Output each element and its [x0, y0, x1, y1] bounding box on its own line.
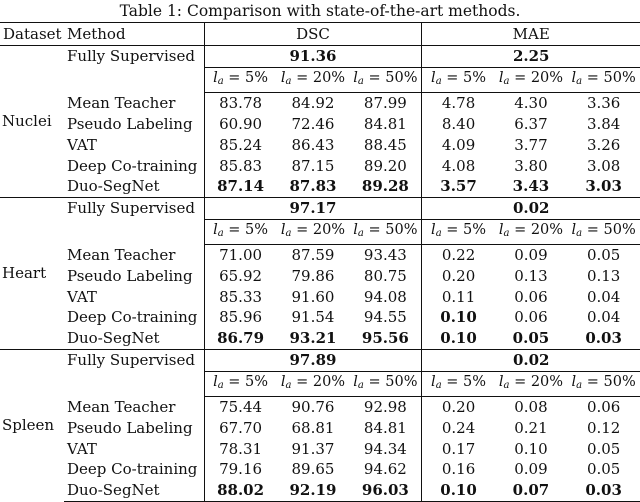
la-subscript: a	[357, 379, 364, 391]
method-name: VAT	[67, 287, 97, 306]
mae-value: 0.11	[422, 287, 495, 308]
dsc-value: 83.78	[204, 93, 277, 114]
method-name: Pseudo Labeling	[67, 115, 193, 134]
method-name: VAT	[67, 439, 97, 458]
mae-value: 4.78	[422, 93, 495, 114]
table-row	[0, 176, 640, 197]
table-row	[0, 245, 640, 266]
la-ratio-label	[422, 67, 495, 93]
table-row	[0, 328, 640, 349]
mae-value: 3.77	[514, 135, 548, 154]
method-name: Deep Co-training	[67, 460, 198, 479]
method-name: Deep Co-training	[67, 308, 198, 327]
la-subscript: a	[217, 227, 224, 239]
header-mae: MAE	[422, 23, 640, 46]
la-subscript: a	[217, 379, 224, 391]
la-ratio-label	[567, 371, 640, 397]
mae-value: 0.07	[495, 480, 568, 501]
fully-mae-value: 0.02	[422, 349, 640, 371]
table-row	[0, 114, 640, 135]
method-name: Mean Teacher	[67, 94, 176, 113]
dsc-value: 87.14	[204, 176, 277, 197]
dsc-value: 94.08	[363, 287, 407, 306]
mae-value: 0.10	[422, 480, 495, 501]
label-ratio-row	[0, 219, 640, 245]
dsc-value: 94.34	[363, 439, 407, 458]
empty-cell	[64, 219, 204, 245]
la-ratio-value: = 5%	[228, 373, 269, 390]
method-name: Fully Supervised	[64, 349, 204, 371]
table-row	[0, 459, 640, 480]
dsc-value: 91.37	[291, 439, 335, 458]
mae-value: 0.13	[586, 267, 621, 286]
header-method: Method	[64, 23, 204, 46]
la-symbol: l	[280, 373, 286, 390]
la-ratio-value: = 50%	[368, 69, 418, 86]
mae-value: 8.40	[422, 114, 495, 135]
fully-supervised-row	[0, 197, 640, 219]
mae-value: 0.13	[514, 267, 548, 286]
table-row	[0, 93, 640, 114]
dsc-value: 91.54	[291, 308, 335, 327]
la-ratio-value: = 50%	[368, 373, 418, 390]
la-ratio-label	[204, 67, 277, 93]
la-ratio-label	[422, 371, 495, 397]
dsc-value: 94.55	[363, 308, 407, 327]
fully-dsc-value: 97.89	[204, 349, 422, 371]
la-ratio-label	[495, 371, 568, 397]
dsc-value: 90.76	[291, 398, 335, 417]
la-ratio-value: = 20%	[514, 221, 564, 238]
table-row	[0, 135, 640, 156]
la-symbol: l	[498, 373, 504, 390]
mae-value: 0.03	[585, 329, 622, 348]
la-ratio-value: = 5%	[228, 221, 269, 238]
mae-value: 0.10	[514, 439, 548, 458]
la-ratio-label	[349, 219, 422, 245]
dsc-value: 85.24	[204, 135, 277, 156]
table-row	[0, 439, 640, 460]
dsc-value: 88.02	[204, 480, 277, 501]
dsc-value: 88.45	[363, 135, 407, 154]
la-symbol: l	[498, 69, 504, 86]
mae-value: 0.22	[422, 245, 495, 266]
dsc-value: 71.00	[204, 245, 277, 266]
la-ratio-value: = 50%	[586, 221, 636, 238]
fully-supervised-row	[0, 349, 640, 371]
dsc-value: 93.21	[289, 329, 337, 348]
la-symbol: l	[431, 69, 436, 86]
la-subscript: a	[217, 75, 224, 87]
dsc-value: 80.75	[363, 267, 407, 286]
dsc-value: 85.33	[204, 287, 277, 308]
fully-mae-value: 2.25	[422, 46, 640, 68]
la-ratio-value: = 20%	[514, 373, 564, 390]
la-subscript: a	[503, 379, 510, 391]
la-symbol: l	[498, 221, 504, 238]
dsc-value: 67.70	[204, 418, 277, 439]
dsc-value: 96.03	[349, 480, 422, 501]
method-name: Fully Supervised	[64, 197, 204, 219]
la-subscript: a	[503, 227, 510, 239]
la-subscript: a	[285, 75, 292, 87]
la-ratio-label	[277, 371, 350, 397]
dsc-value: 75.44	[204, 397, 277, 418]
method-name: Mean Teacher	[67, 398, 176, 416]
mae-value: 0.17	[422, 439, 495, 460]
mae-value: 0.10	[422, 328, 495, 349]
method-name: Duo-SegNet	[67, 329, 160, 348]
fully-dsc-value: 91.36	[204, 46, 422, 68]
table-row	[0, 266, 640, 287]
mae-value: 0.08	[514, 398, 548, 417]
dsc-value: 84.81	[363, 418, 407, 437]
la-symbol: l	[213, 373, 218, 390]
dsc-value: 79.86	[291, 267, 335, 286]
la-ratio-label	[349, 67, 422, 93]
mae-value: 3.43	[512, 177, 550, 196]
la-symbol: l	[280, 221, 286, 238]
label-ratio-row	[0, 371, 640, 397]
dsc-value: 91.60	[291, 287, 335, 306]
method-name: Duo-SegNet	[64, 480, 204, 501]
mae-value: 0.06	[514, 287, 548, 306]
la-symbol: l	[571, 221, 577, 238]
header-dsc: DSC	[204, 23, 422, 46]
dsc-value: 85.96	[204, 307, 277, 328]
mae-value: 0.16	[422, 459, 495, 480]
mae-value: 0.10	[422, 307, 495, 328]
mae-value: 0.20	[422, 397, 495, 418]
mae-value: 4.30	[514, 94, 548, 113]
mae-value: 0.06	[514, 308, 548, 327]
fully-mae-value: 0.02	[422, 197, 640, 219]
la-ratio-label	[422, 219, 495, 245]
method-name: Pseudo Labeling	[67, 418, 193, 437]
mae-value: 0.05	[586, 246, 621, 265]
mae-value: 0.09	[514, 246, 548, 265]
mae-value: 4.08	[422, 156, 495, 177]
mae-value: 3.57	[422, 176, 495, 197]
dsc-value: 86.79	[204, 328, 277, 349]
la-ratio-value: = 20%	[296, 373, 346, 390]
mae-value: 3.26	[586, 135, 621, 154]
la-ratio-label	[204, 219, 277, 245]
mae-value: 3.84	[586, 115, 621, 134]
fully-dsc-value: 97.17	[204, 197, 422, 219]
la-ratio-label	[567, 219, 640, 245]
mae-value: 6.37	[514, 115, 548, 134]
la-symbol: l	[353, 373, 358, 390]
table-row	[0, 397, 640, 418]
method-name: Duo-SegNet	[67, 177, 160, 196]
dsc-value: 72.46	[291, 115, 335, 134]
la-subscript: a	[503, 75, 510, 87]
la-ratio-label	[495, 67, 568, 93]
la-subscript: a	[435, 379, 442, 391]
dsc-value: 94.62	[363, 460, 407, 479]
la-subscript: a	[357, 75, 364, 87]
la-symbol: l	[213, 221, 218, 238]
la-ratio-value: = 50%	[586, 373, 636, 390]
fully-supervised-row	[0, 46, 640, 68]
dsc-value: 86.43	[291, 135, 335, 154]
empty-cell	[64, 371, 204, 397]
table-row	[0, 418, 640, 439]
dsc-value: 65.92	[204, 266, 277, 287]
la-ratio-value: = 50%	[368, 221, 418, 238]
dsc-value: 87.59	[291, 246, 335, 265]
la-symbol: l	[431, 221, 436, 238]
header-dataset: Dataset	[0, 23, 64, 46]
table-header-row	[0, 23, 640, 46]
table-row	[0, 307, 640, 328]
method-name: Mean Teacher	[67, 246, 176, 265]
table-row	[0, 287, 640, 308]
la-ratio-label	[567, 67, 640, 93]
dataset-name: Nuclei	[2, 112, 52, 131]
la-ratio-value: = 5%	[446, 373, 487, 390]
la-ratio-value: = 20%	[296, 69, 346, 86]
dsc-value: 92.98	[363, 398, 407, 417]
la-ratio-value: = 5%	[446, 221, 487, 238]
dsc-value: 89.20	[363, 156, 407, 175]
la-ratio-value: = 20%	[514, 69, 564, 86]
method-name: Pseudo Labeling	[67, 267, 193, 286]
la-subscript: a	[435, 227, 442, 239]
table-row	[0, 156, 640, 177]
la-subscript: a	[576, 227, 583, 239]
mae-value: 3.80	[514, 156, 548, 175]
label-ratio-row	[0, 67, 640, 93]
la-symbol: l	[571, 373, 577, 390]
la-ratio-label	[277, 219, 350, 245]
dsc-value: 92.19	[277, 480, 350, 501]
table-caption: Table 1: Comparison with state-of-the-art methods.	[119, 2, 521, 20]
la-subscript: a	[576, 379, 583, 391]
dsc-value: 78.31	[204, 439, 277, 460]
method-name: Fully Supervised	[67, 47, 195, 66]
mae-value: 0.03	[567, 480, 640, 501]
la-subscript: a	[435, 75, 442, 87]
dsc-value: 79.16	[204, 459, 277, 480]
mae-value: 0.21	[514, 418, 548, 437]
la-symbol: l	[213, 69, 218, 86]
dsc-value: 89.65	[291, 460, 335, 479]
la-symbol: l	[353, 69, 358, 86]
mae-value: 0.24	[422, 418, 495, 439]
dsc-value: 84.92	[291, 94, 335, 113]
dsc-value: 87.99	[363, 94, 407, 113]
la-ratio-label	[277, 67, 350, 93]
dsc-value: 87.83	[289, 177, 337, 196]
mae-value: 4.09	[422, 135, 495, 156]
mae-value: 3.08	[586, 156, 621, 175]
la-symbol: l	[353, 221, 358, 238]
la-ratio-label	[495, 219, 568, 245]
la-ratio-label	[349, 371, 422, 397]
mae-value: 0.04	[586, 287, 621, 306]
la-ratio-value: = 5%	[228, 69, 269, 86]
empty-cell	[64, 67, 204, 93]
la-ratio-value: = 50%	[586, 69, 636, 86]
dsc-value: 84.81	[363, 115, 407, 134]
dsc-value: 87.15	[291, 156, 335, 175]
la-symbol: l	[431, 373, 436, 390]
mae-value: 0.04	[586, 308, 621, 327]
la-ratio-label	[204, 371, 277, 397]
la-subscript: a	[576, 75, 583, 87]
la-subscript: a	[285, 379, 292, 391]
la-symbol: l	[280, 69, 286, 86]
mae-value: 3.03	[585, 177, 622, 196]
mae-value: 0.12	[586, 418, 621, 437]
dsc-value: 93.43	[363, 246, 407, 265]
dsc-value: 89.28	[361, 177, 409, 196]
la-subscript: a	[357, 227, 364, 239]
dsc-value: 68.81	[291, 418, 335, 437]
method-name: Deep Co-training	[67, 156, 198, 175]
dsc-value: 85.83	[204, 156, 277, 177]
la-ratio-value: = 20%	[296, 221, 346, 238]
mae-value: 0.05	[586, 439, 621, 458]
dsc-value: 60.90	[204, 114, 277, 135]
mae-value: 3.36	[586, 94, 621, 113]
method-name: VAT	[67, 135, 97, 154]
mae-value: 0.20	[422, 266, 495, 287]
mae-value: 0.06	[586, 398, 621, 417]
comparison-table	[0, 22, 640, 502]
la-symbol: l	[571, 69, 577, 86]
dataset-name: Spleen	[0, 349, 64, 501]
mae-value: 0.05	[586, 460, 621, 479]
dsc-value: 95.56	[361, 329, 409, 348]
la-subscript: a	[285, 227, 292, 239]
la-ratio-value: = 5%	[446, 69, 487, 86]
dataset-name: Heart	[0, 197, 64, 349]
mae-value: 0.09	[514, 460, 548, 479]
mae-value: 0.05	[512, 329, 550, 348]
